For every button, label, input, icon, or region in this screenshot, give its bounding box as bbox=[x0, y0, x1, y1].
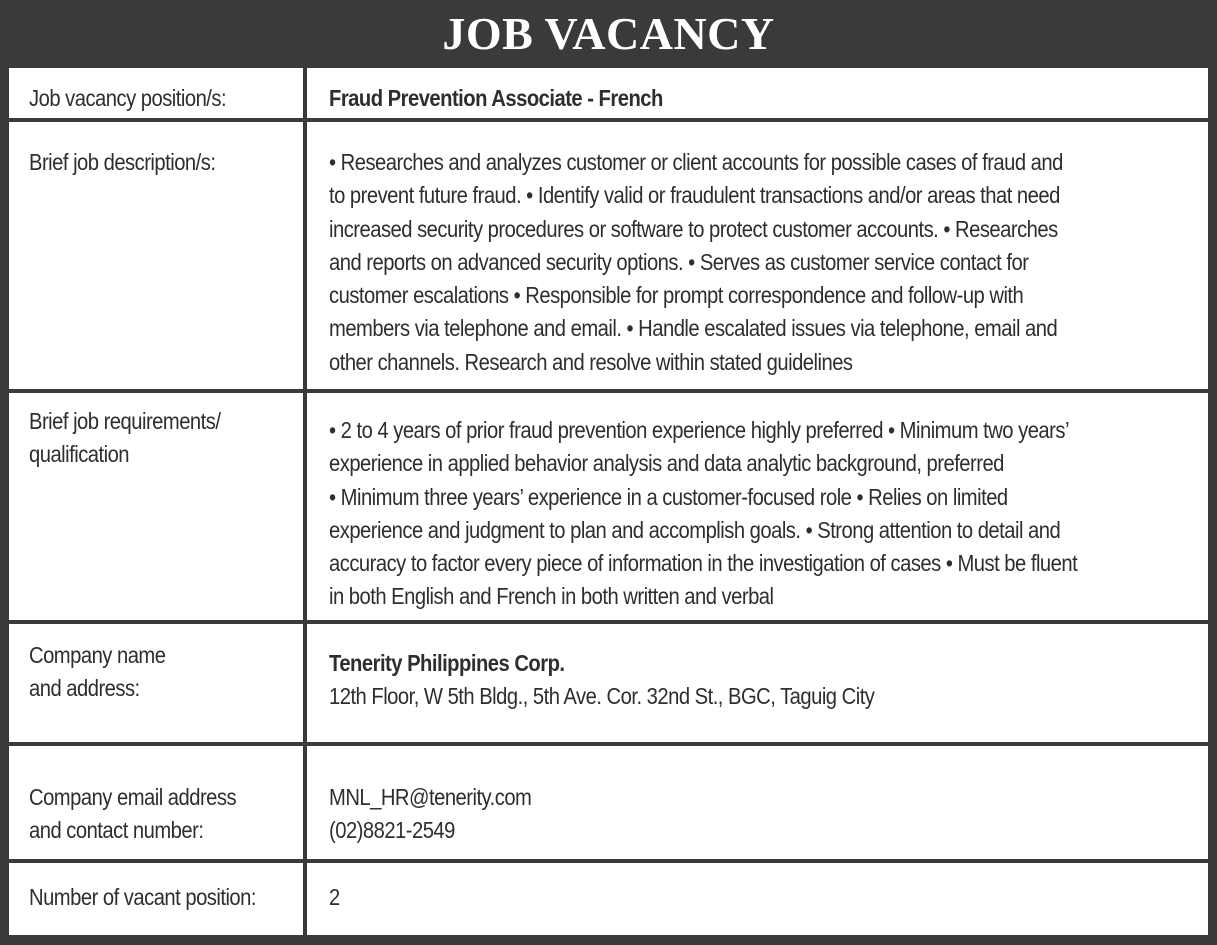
contact-label: Company email address bbox=[29, 784, 237, 810]
company-label: and address: bbox=[29, 675, 140, 702]
company-phone[interactable]: (02)8821-2549 bbox=[329, 817, 455, 844]
requirements-line: • 2 to 4 years of prior fraud prevention experience highly preferred • Minimum two years’ bbox=[329, 417, 1069, 443]
requirements-line: accuracy to factor every piece of information in the investigation of cases • Must be fluent bbox=[329, 550, 1078, 577]
description-line: members via telephone and email. • Handle escalated issues via telephone, email and bbox=[329, 315, 1058, 342]
description-label: Brief job description/s: bbox=[29, 149, 216, 175]
requirements-line: experience in applied behavior analysis and data analytic background, preferred bbox=[329, 450, 1004, 477]
vacant-label-cell bbox=[9, 863, 303, 935]
company-label: Company name bbox=[29, 642, 166, 668]
description-label-cell bbox=[9, 122, 303, 389]
company-value-cell bbox=[307, 624, 1208, 742]
description-line: other channels. Research and resolve within stated guidelines bbox=[329, 348, 853, 375]
description-line: • Researches and analyzes customer or client accounts for possible cases of fraud and bbox=[329, 149, 1063, 175]
position-value: Fraud Prevention Associate - French bbox=[329, 85, 663, 111]
company-address: 12th Floor, W 5th Bldg., 5th Ave. Cor. 32nd St., BGC, Taguig City bbox=[329, 683, 875, 710]
requirements-value-cell bbox=[307, 393, 1208, 620]
contact-label: and contact number: bbox=[29, 817, 204, 844]
requirements-label: qualification bbox=[29, 441, 130, 468]
description-line: increased security procedures or software to protect customer accounts. • Researches bbox=[329, 215, 1058, 242]
company-label-cell bbox=[9, 624, 303, 742]
vacant-count: 2 bbox=[329, 884, 340, 910]
requirements-line: experience and judgment to plan and accomplish goals. • Strong attention to detail and bbox=[329, 516, 1061, 543]
position-value-cell bbox=[307, 68, 1208, 118]
position-label-cell bbox=[9, 68, 303, 118]
page-title: JOB VACANCY bbox=[442, 7, 775, 59]
description-line: customer escalations • Responsible for prompt correspondence and follow-up with bbox=[329, 282, 1024, 309]
requirements-line: in both English and French in both written and verbal bbox=[329, 583, 774, 610]
vacant-label: Number of vacant position: bbox=[29, 884, 256, 910]
description-value-cell bbox=[307, 122, 1208, 389]
company-name: Tenerity Philippines Corp. bbox=[329, 650, 565, 676]
company-email[interactable]: MNL_HR@tenerity.com bbox=[329, 784, 532, 810]
vacant-value-cell bbox=[307, 863, 1208, 935]
requirements-label-cell bbox=[9, 393, 303, 620]
position-label: Job vacancy position/s: bbox=[29, 85, 227, 111]
contact-label-cell bbox=[9, 746, 303, 859]
requirements-label: Brief job requirements/ bbox=[29, 408, 221, 434]
requirements-line: • Minimum three years’ experience in a customer-focused role • Relies on limited bbox=[329, 483, 1008, 510]
description-line: and reports on advanced security options. • Serves as customer service contact for bbox=[329, 248, 1029, 275]
description-line: to prevent future fraud. • Identify valid or fraudulent transactions and/or areas that need bbox=[329, 182, 1060, 209]
contact-value-cell bbox=[307, 746, 1208, 859]
